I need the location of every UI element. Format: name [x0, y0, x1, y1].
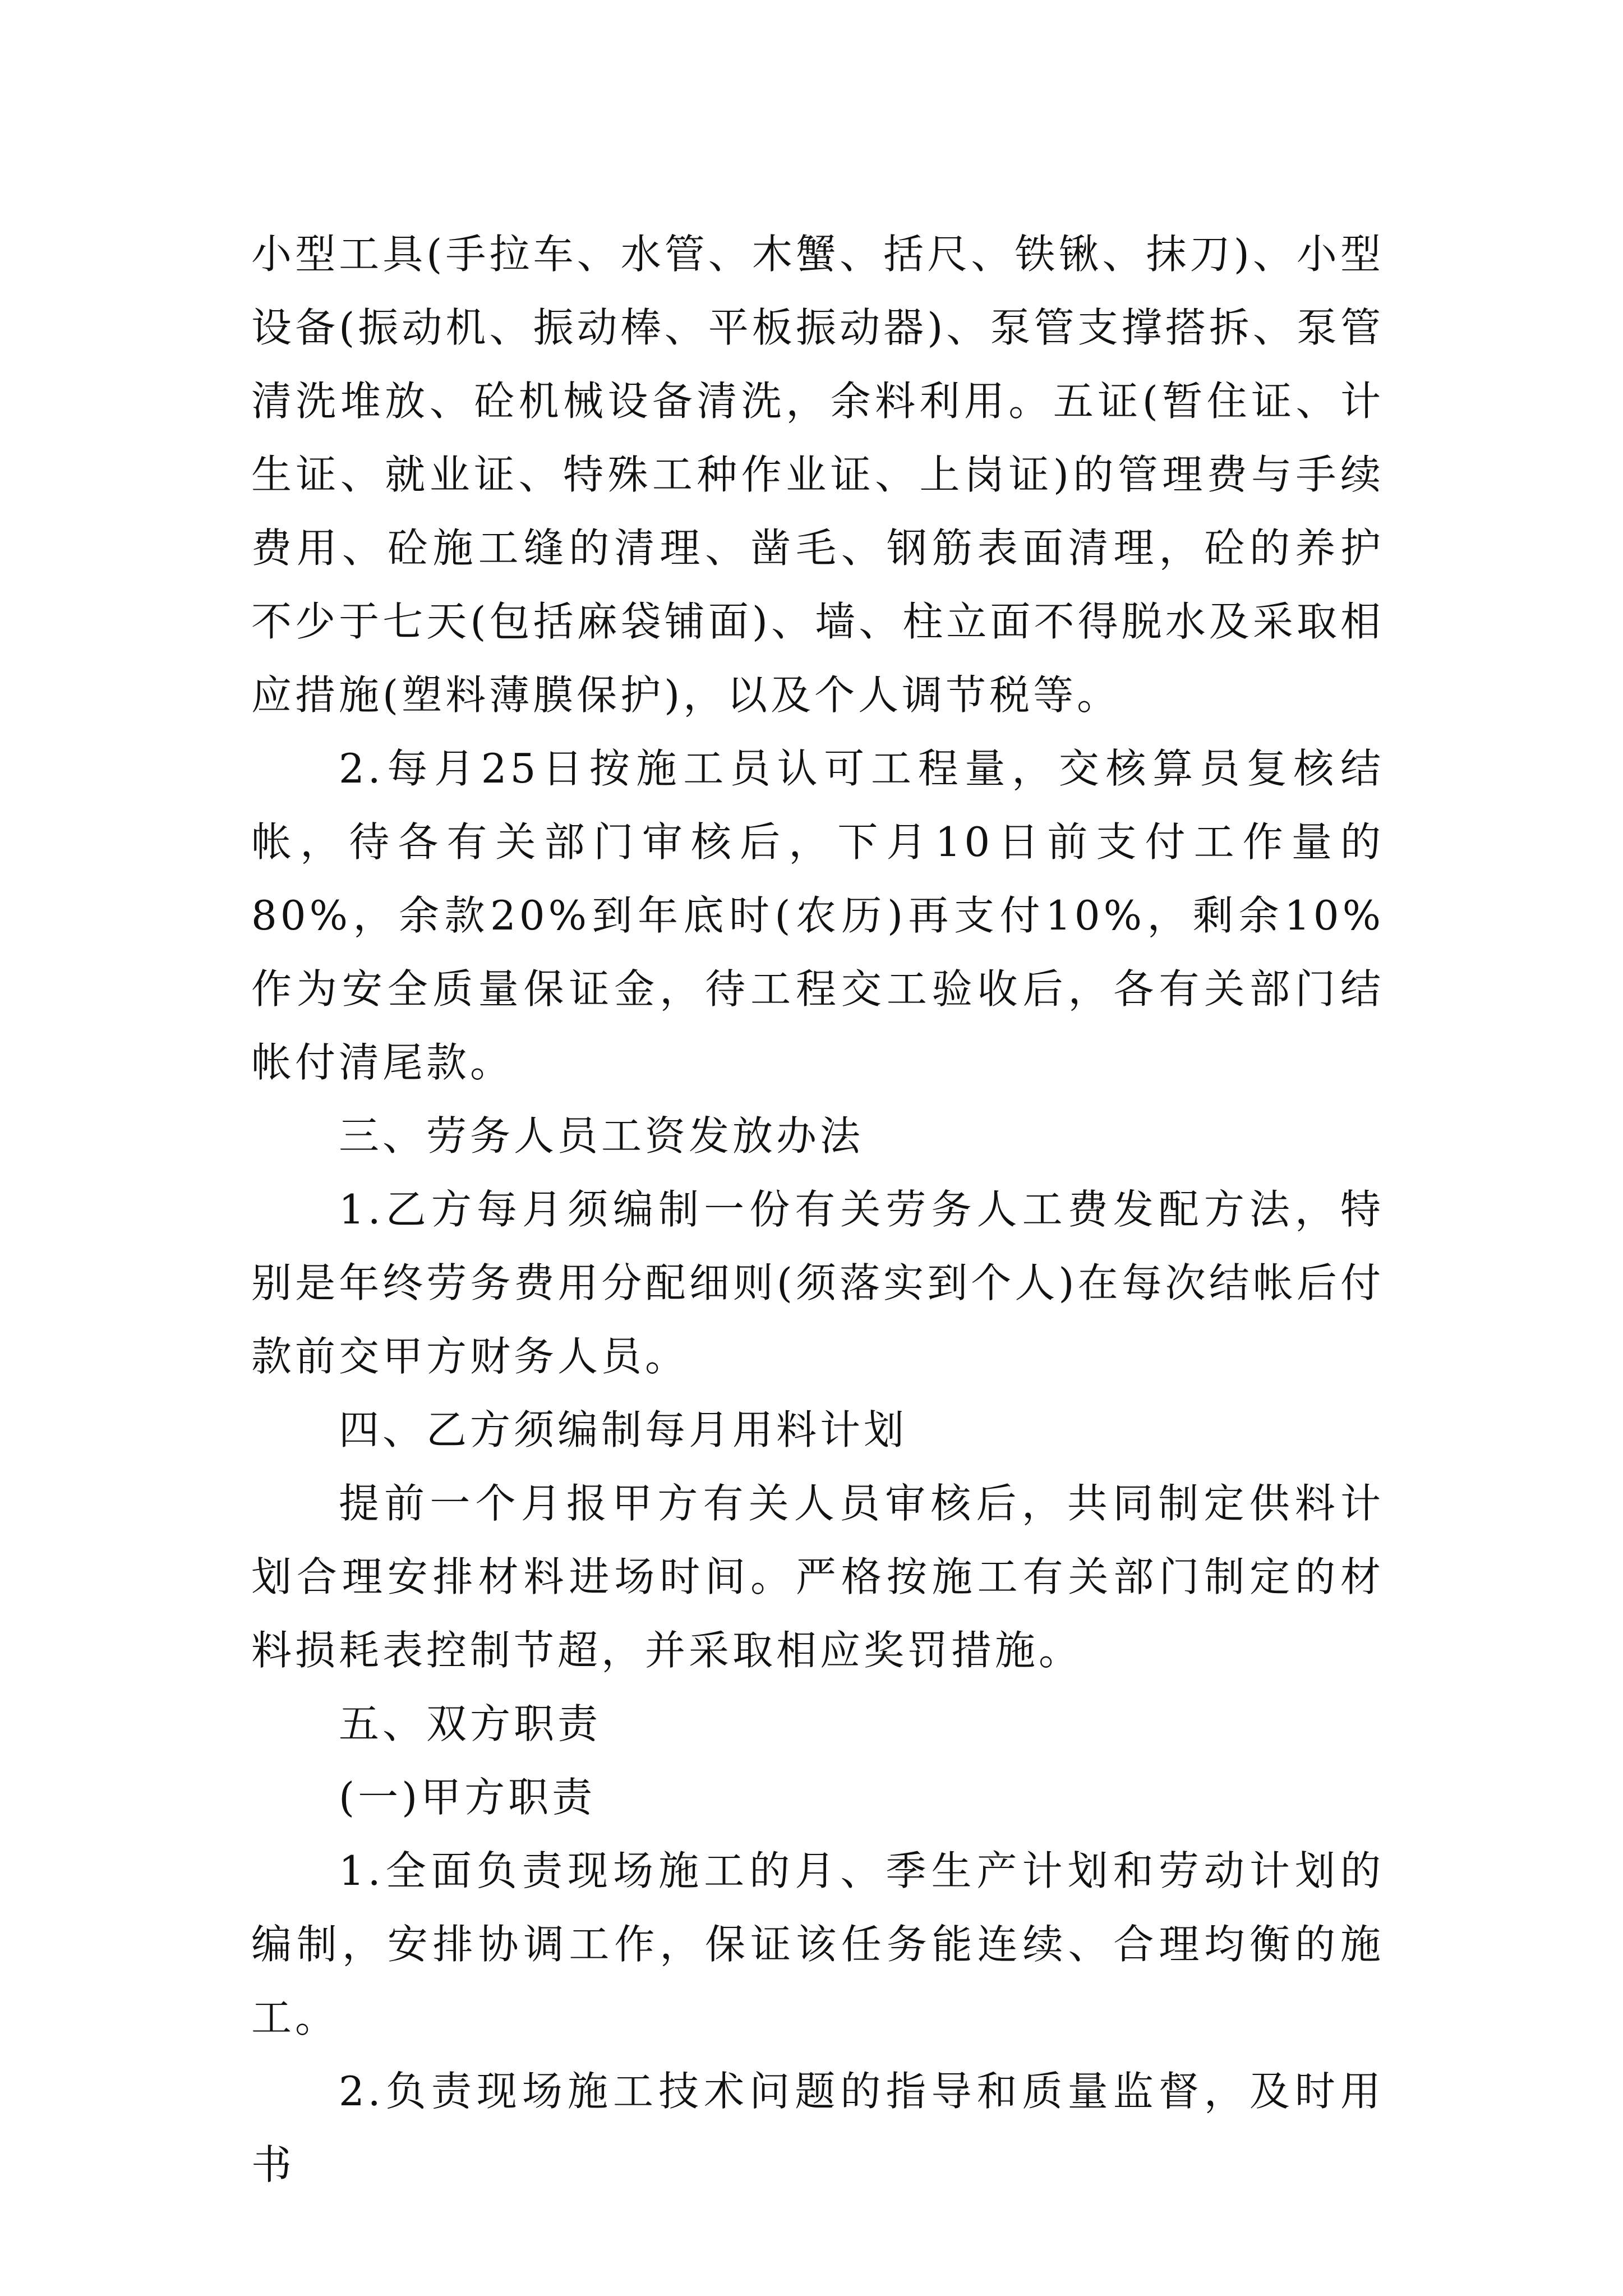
- paragraph-wage-distribution: 1.乙方每月须编制一份有关劳务人工费发配方法，特别是年终劳务费用分配细则(须落实到个人)在每次结帐后付款前交甲方财务人员。: [251, 1186, 1384, 1380]
- paragraph-material-plan: 提前一个月报甲方有关人员审核后，共同制定供料计划合理安排材料进场时间。严格按施工有关部门制定的材料损耗表控制节超，并采取相应奖罚措施。: [251, 1480, 1384, 1674]
- section-heading-wage-payment: 三、劳务人员工资发放办法: [339, 1112, 864, 1159]
- paragraph-party-a-duty-2: 2.负责现场施工技术问题的指导和质量监督，及时用书: [251, 2068, 1384, 2188]
- paragraph-party-a-duty-1: 1.全面负责现场施工的月、季生产计划和劳动计划的编制，安排协调工作，保证该任务能连续、合理均衡的施工。: [251, 1847, 1384, 2041]
- paragraph-payment-terms: 2.每月25日按施工员认可工程量，交核算员复核结帐，待各有关部门审核后，下月10日前支付工作量的80%，余款20%到年底时(农历)再支付10%，剩余10%作为安全质量保证金，待工程交工验收后，各有关部门结帐付清尾款。: [251, 745, 1384, 1086]
- subsection-heading-party-a: (一)甲方职责: [339, 1774, 596, 1821]
- section-heading-material-plan: 四、乙方须编制每月用料计划: [339, 1406, 908, 1453]
- document-body: [251, 218, 1384, 2202]
- section-heading-responsibilities: 五、双方职责: [339, 1700, 602, 1747]
- paragraph-continued-tools: 小型工具(手拉车、水管、木蟹、括尺、铁锹、抹刀)、小型设备(振动机、振动棒、平板振动器)、泵管支撑搭拆、泵管清洗堆放、砼机械设备清洗，余料利用。五证(暂住证、计生证、就业证、特殊工种作业证、上岗证)的管理费与手续费用、砼施工缝的清理、凿毛、钢筋表面清理，砼的养护不少于七天(包括麻袋铺面)、墙、柱立面不得脱水及采取相应措施(塑料薄膜保护)，以及个人调节税等。: [251, 231, 1384, 719]
